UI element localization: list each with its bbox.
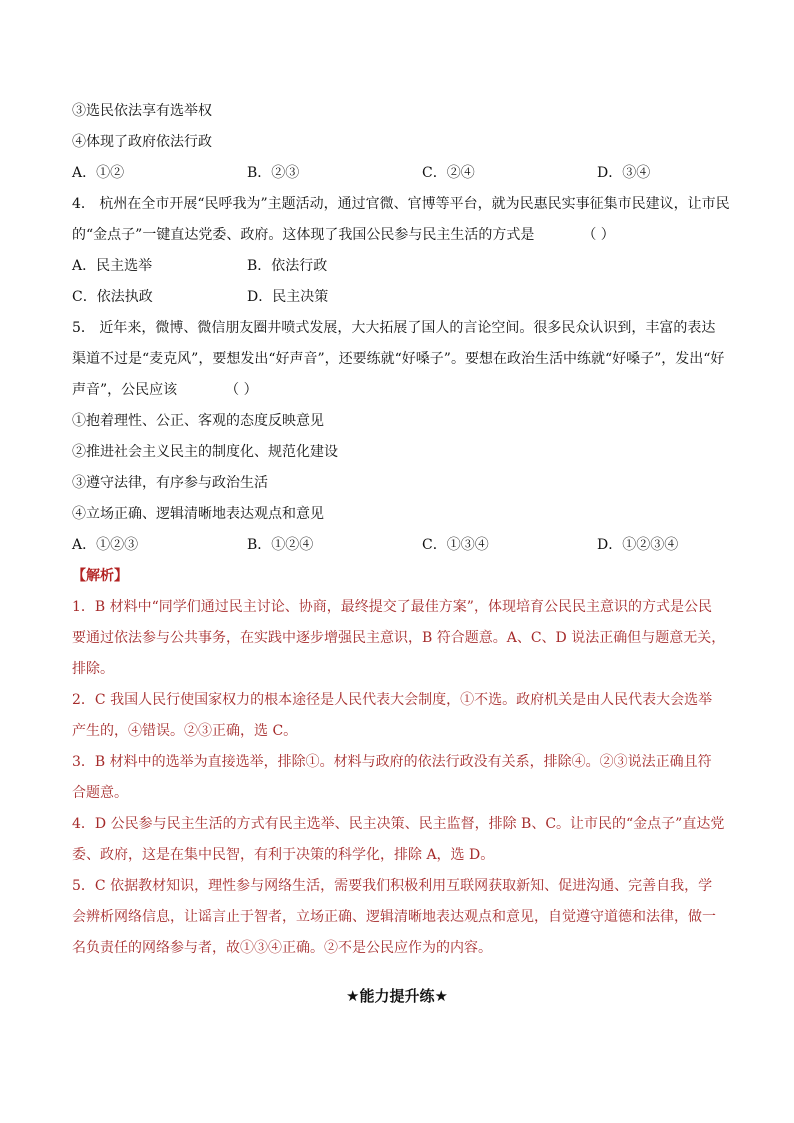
analysis-5-line-1: 5．C 依据教材知识，理性参与网络生活，需要我们积极利用互联网获取新知、促进沟通、完善自我，学 [72, 878, 713, 894]
q5-option-c: C．①③④ [422, 537, 489, 553]
analysis-answer-3 [72, 747, 722, 809]
analysis-2-line-2: 产生的，④错误。②③正确，选 C。 [72, 723, 298, 739]
analysis-1-line-3: 排除。 [72, 661, 114, 677]
q4-answer-paren: （ ） [582, 227, 615, 243]
q3-option-b: B．②③ [247, 165, 300, 181]
analysis-1-line-2: 要通过依法参与公共事务，在实践中逐步增强民主意识，B 符合题意。A、C、D 说法正确但与题意无关， [72, 630, 726, 646]
q4-option-b: B．依法行政 [247, 258, 328, 274]
q3-option-a: A．①② [72, 165, 125, 181]
analysis-5-line-2: 会辨析网络信息，让谣言止于智者，立场正确、逻辑清晰地表达观点和意见，自觉遵守道德和法律，做一 [72, 909, 716, 925]
q3-item-3: ③选民依法享有选举权 [72, 103, 212, 119]
q4-stem-line-1: 4． 杭州在全市开展“民呼我为”主题活动，通过官微、官博等平台，就为民惠民实事征集市民建议，让市民 [72, 196, 730, 212]
q5-option-d: D．①②③④ [597, 537, 679, 553]
q5-options [72, 530, 722, 561]
analysis-3-line-2: 合题意。 [72, 785, 128, 801]
q4-stem-text: 的“金点子”一键直达党委、政府。这体现了我国公民参与民主生活的方式是 [72, 227, 535, 243]
analysis-3-line-1: 3．B 材料中的选举为直接选举，排除①。材料与政府的依法行政没有关系，排除④。②③说法正确且符 [72, 754, 712, 770]
q5-stem-line-3 [72, 375, 722, 406]
analysis-heading: 【解析】 [72, 568, 128, 584]
q4-option-a: A．民主选举 [72, 258, 153, 274]
q5-answer-paren: （ ） [225, 382, 258, 398]
analysis-answer-5 [72, 871, 722, 964]
q3-options [72, 158, 722, 189]
document-body [72, 96, 730, 964]
q4-option-d: D．民主决策 [247, 289, 329, 305]
q4-options-row-2 [72, 282, 722, 313]
q5-item-3: ③遵守法律，有序参与政治生活 [72, 475, 268, 491]
analysis-2-line-1: 2．C 我国人民行使国家权力的根本途径是人民代表大会制度，①不选。政府机关是由人民代表大会选举 [72, 692, 713, 708]
q4-option-c: C．依法执政 [72, 289, 153, 305]
analysis-answer-1 [72, 592, 726, 685]
section-heading: ★能力提升练★ [346, 987, 448, 1005]
q5-item-1: ①抱着理性、公正、客观的态度反映意见 [72, 413, 324, 429]
analysis-answer-4 [72, 809, 725, 871]
q5-stem-line-1: 5． 近年来，微博、微信朋友圈井喷式发展，大大拓展了国人的言论空间。很多民众认识到，丰富的表达 [72, 320, 716, 336]
q4-stem-line-2 [72, 220, 722, 251]
q5-stem-line-2: 渠道不过是“麦克风”，要想发出“好声音”，还要练就“好嗓子”。要想在政治生活中练就“好嗓子”，发出“好 [72, 351, 725, 367]
q3-item-4: ④体现了政府依法行政 [72, 134, 212, 150]
q5-item-2: ②推进社会主义民主的制度化、规范化建设 [72, 444, 338, 460]
q3-option-c: C．②④ [422, 165, 475, 181]
analysis-1-line-1: 1．B 材料中“同学们通过民主讨论、协商，最终提交了最佳方案”，体现培育公民民主意识的方式是公民 [72, 599, 712, 615]
q5-item-4: ④立场正确、逻辑清晰地表达观点和意见 [72, 506, 324, 522]
analysis-answer-2 [72, 685, 722, 747]
q4-options-row-1 [72, 251, 722, 282]
q5-stem-text: 声音”，公民应该 [72, 382, 178, 398]
analysis-4-line-2: 委、政府，这是在集中民智，有利于决策的科学化，排除 A，选 D。 [72, 847, 495, 863]
q5-option-b: B．①②④ [247, 537, 314, 553]
q5-option-a: A．①②③ [72, 537, 139, 553]
analysis-4-line-1: 4．D 公民参与民主生活的方式有民主选举、民主决策、民主监督，排除 B、C。让市民的“金点子”直达党 [72, 816, 725, 832]
q3-option-d: D．③④ [597, 165, 651, 181]
analysis-5-line-3: 名负责任的网络参与者，故①③④正确。②不是公民应作为的内容。 [72, 940, 492, 956]
